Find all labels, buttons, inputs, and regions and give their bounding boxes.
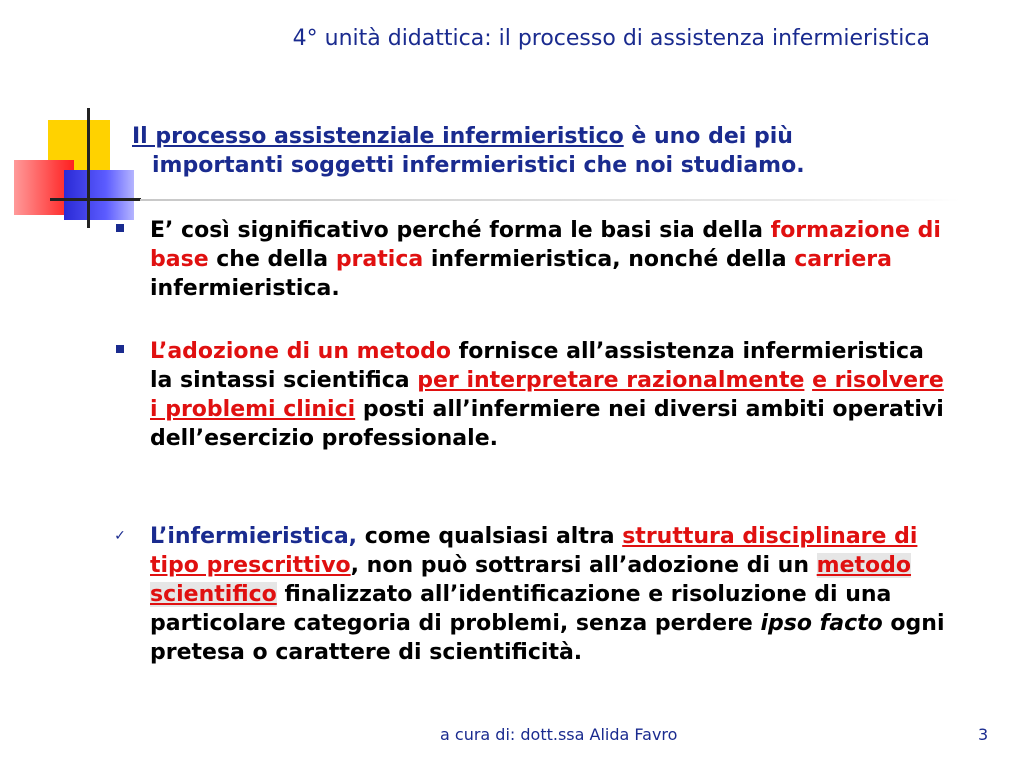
bullet2-text-1: fornisce all’assistenza infermieristica la sintassi scientifica bbox=[150, 339, 924, 393]
bullet1-text-2: che della bbox=[208, 247, 336, 272]
intro-rest-2: importanti soggetti infermieristici che noi studiamo. bbox=[152, 153, 805, 178]
bullet3-underlined-1: struttura disciplinare di tipo prescrittivo bbox=[150, 524, 918, 578]
deco-separator-rule bbox=[140, 199, 960, 201]
square-bullet-icon bbox=[116, 345, 124, 353]
bullet1-text-1: E’ così significativo perché forma le basi sia della bbox=[150, 218, 771, 243]
checkmark-bullet-icon: ✓ bbox=[114, 528, 126, 544]
intro-rest-1: è uno dei più bbox=[623, 124, 793, 149]
square-bullet-icon bbox=[116, 224, 124, 232]
bullet-item-1 bbox=[150, 216, 950, 303]
bullet3-text-2: , non può sottrarsi all’adozione di un bbox=[350, 553, 817, 578]
footer-author: a cura di: dott.ssa Alida Favro bbox=[440, 725, 678, 744]
bullet1-text-4: infermieristica. bbox=[150, 276, 340, 301]
bullet1-text-3: infermieristica, nonché della bbox=[423, 247, 795, 272]
bullet2-text-2 bbox=[804, 368, 812, 393]
bullet-item-3 bbox=[114, 522, 950, 667]
bullet1-red-3: carriera bbox=[794, 247, 892, 272]
deco-horizontal-line bbox=[50, 198, 141, 201]
bullet2-underlined-2: e risolvere i problemi clinici bbox=[150, 368, 944, 422]
bullet3-highlight-1: metodo scientifico bbox=[150, 553, 912, 607]
bullet3-text-1: come qualsiasi altra bbox=[357, 524, 623, 549]
bullet3-text-4: ogni pretesa o carattere di scientificità. bbox=[150, 611, 945, 665]
bullet-item-2 bbox=[150, 337, 950, 453]
bullet2-red-1: L’adozione di un metodo bbox=[150, 339, 451, 364]
bullet2-text-3: posti all’infermiere nei diversi ambiti operativi dell’esercizio professionale. bbox=[150, 397, 944, 451]
intro-underlined: Il processo assistenziale infermieristico bbox=[132, 124, 624, 149]
bullet3-italic-1: ipso facto bbox=[760, 611, 883, 636]
bullet1-red-2: pratica bbox=[335, 247, 424, 272]
slide-title: 4° unità didattica: il processo di assistenza infermieristica bbox=[292, 26, 930, 51]
deco-blue-block bbox=[64, 170, 134, 220]
deco-vertical-line bbox=[87, 108, 90, 228]
bullet2-underlined-1: per interpretare razionalmente bbox=[417, 368, 805, 393]
bullet3-blue-1: L’infermieristica, bbox=[150, 524, 358, 549]
page-number: 3 bbox=[978, 725, 989, 744]
intro-statement bbox=[132, 122, 962, 180]
bullet1-red-1: formazione di base bbox=[150, 218, 941, 272]
bullet3-text-3: finalizzato all’identificazione e risoluzione di una particolare categoria di problemi, senza perdere bbox=[150, 582, 892, 636]
